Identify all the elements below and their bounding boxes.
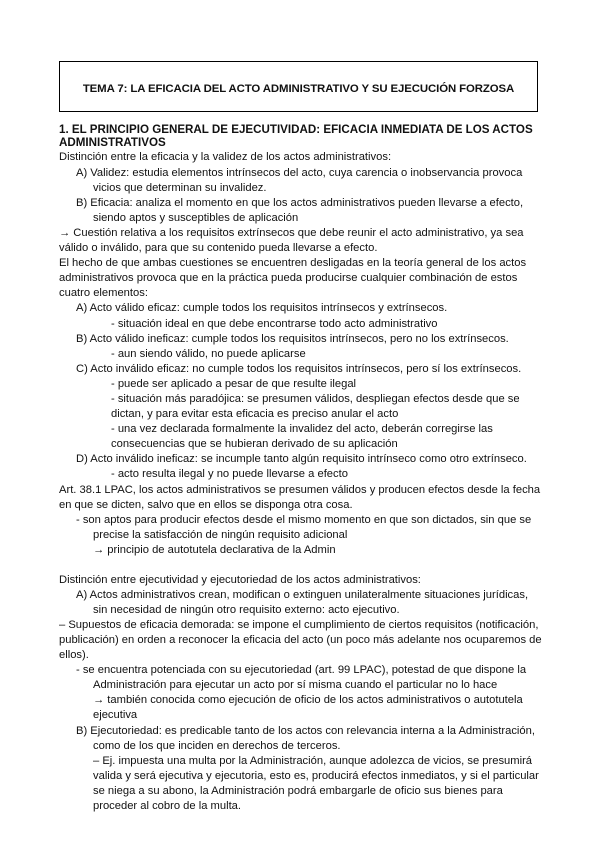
text-line: sin necesidad de ningún otro requisito externo: acto ejecutivo. [93,604,400,616]
text-line: se niega a su abono, la Administración podrá embargarle de oficio sus bienes para [93,785,503,797]
text-line: El hecho de que ambas cuestiones se encuentren desligadas en la teoría general de los actos [59,257,527,269]
text-line: Administración para ejecutar un acto por sí misma cuando el particular no lo hace [93,679,498,691]
text-line: consecuencias que se hubieran derivado de su aplicación [111,438,398,450]
text-line: A) Validez: estudia elementos intrínsecos del acto, cuya carencia o inobservancia provoca [76,167,523,179]
text-line: como de los que inciden en derechos de terceros. [93,740,341,752]
text-line: en que se dicten, salvo que en ellos se disponga otra cosa. [59,499,353,511]
text-line: Art. 38.1 LPAC, los actos administrativos se presumen válidos y producen efectos desde la fecha [59,484,541,496]
title-box [59,61,538,112]
text-line: A) Acto válido eficaz: cumple todos los requisitos intrínsecos y extrínsecos. [76,302,448,314]
text-line: → Cuestión relativa a los requisitos extrínsecos que debe reunir el acto administrativo, ya sea [59,227,524,239]
text-line: – Supuestos de eficacia demorada: se impone el cumplimiento de ciertos requisitos (notificación, [59,619,539,631]
text-line: B) Acto válido ineficaz: cumple todos los requisitos intrínsecos, pero no los extrínsecos. [76,333,509,345]
text-line: C) Acto inválido eficaz: no cumple todos los requisitos intrínsecos, pero sí los extrínsecos. [76,363,522,375]
text-line: válido o inválido, para que su contenido pueda llevarse a efecto. [59,242,378,254]
text-line: Distinción entre la eficacia y la validez de los actos administrativos: [59,151,392,163]
text-line: D) Acto inválido ineficaz: se incumple tanto algún requisito intrínseco como otro extrínseco. [76,453,527,465]
text-line: valida y será ejecutiva y ejecutoria, esto es, producirá efectos inmediatos, y si el particular [93,770,539,782]
text-line: precise la satisfacción de ningún requisito adicional [93,529,348,541]
text-line: ellos). [59,649,89,661]
text-line: cuatro elementos: [59,287,148,299]
text-line: - se encuentra potenciada con su ejecutoriedad (art. 99 LPAC), potestad de que dispone la [76,664,527,676]
text-line: administrativos provoca que en la práctica pueda producirse cualquier combinación de estos [59,272,518,284]
text-line: B) Eficacia: analiza el momento en que los actos administrativos pueden llevarse a efecto, [76,197,524,209]
text-line: siendo aptos y susceptibles de aplicación [93,212,299,224]
text-line: - situación más paradójica: se presumen válidos, despliegan efectos desde que se [111,393,520,405]
text-line: - acto resulta ilegal y no puede llevarse a efecto [111,468,348,480]
text-line: dictan, y para evitar esta eficacia es preciso anular el acto [111,408,399,420]
text-line: publicación) en orden a reconocer la eficacia del acto (un poco más adelante nos ocuparemos de [59,634,542,646]
section-heading: 1. EL PRINCIPIO GENERAL DE EJECUTIVIDAD: EFICACIA INMEDIATA DE LOS ACTOS [59,123,533,136]
text-line: Distinción entre ejecutividad y ejecutoriedad de los actos administrativos: [59,574,421,586]
document-title: TEMA 7: LA EFICACIA DEL ACTO ADMINISTRATIVO Y SU EJECUCIÓN FORZOSA [82,83,515,95]
text-line: A) Actos administrativos crean, modifican o extinguen unilateralmente situaciones jurídicas, [76,589,529,601]
text-line: proceder al cobro de la multa. [93,800,242,812]
section-heading-continued: ADMINISTRATIVOS [59,136,166,149]
text-line: - situación ideal en que debe encontrarse todo acto administrativo [111,318,438,330]
text-line: - puede ser aplicado a pesar de que resulte ilegal [111,378,357,390]
text-line: - aun siendo válido, no puede aplicarse [111,348,306,360]
text-line: → principio de autotutela declarativa de la Admin [93,544,336,556]
text-line: → también conocida como ejecución de oficio de los actos administrativos o autotutela [93,694,523,706]
text-line: B) Ejecutoriedad: es predicable tanto de los actos con relevancia interna a la Administración, [76,725,535,737]
text-line: – Ej. impuesta una multa por la Administración, aunque adolezca de vicios, se presumirá [93,755,533,767]
text-line: vicios que determinan su invalidez. [93,182,267,194]
text-line: - una vez declarada formalmente la invalidez del acto, deberán corregirse las [111,423,493,435]
text-line: - son aptos para producir efectos desde el mismo momento en que son dictados, sin que se [76,514,532,526]
text-line: ejecutiva [93,709,138,721]
